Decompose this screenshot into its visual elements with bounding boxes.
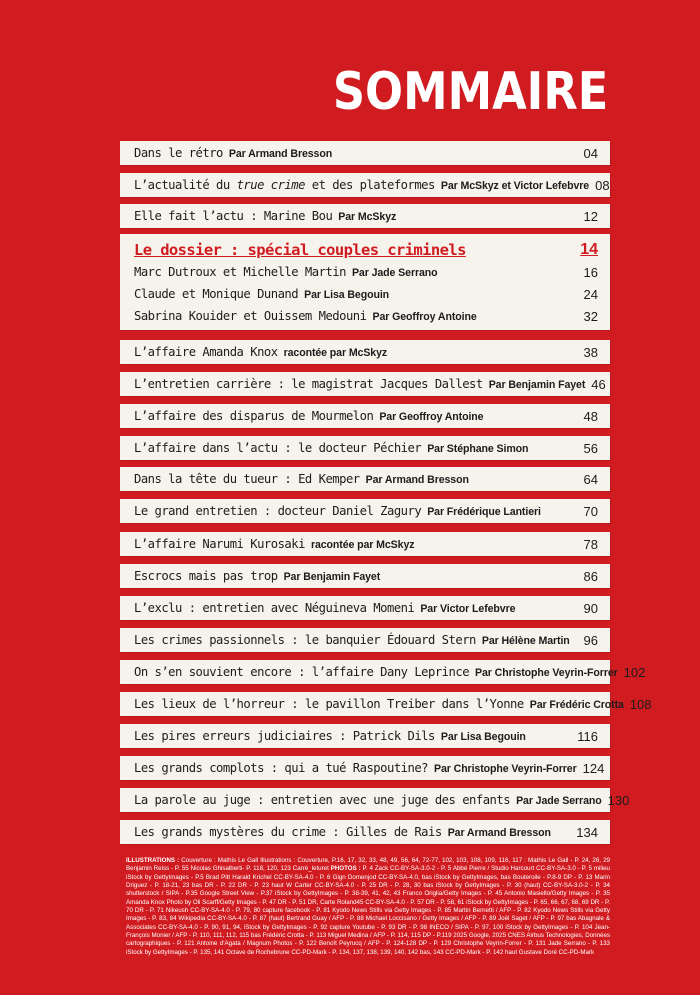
toc-entry[interactable] (134, 725, 598, 747)
entry-page: 08 (595, 177, 610, 193)
entry-page: 04 (583, 145, 598, 161)
dossier-strip (120, 234, 610, 330)
toc-strip (120, 756, 610, 780)
entry-author: Par Geoffroy Antoine (379, 411, 484, 423)
entry-page: 70 (583, 503, 598, 519)
toc-entry[interactable] (134, 821, 598, 843)
toc-entry[interactable] (134, 693, 652, 715)
entry-title: L’exclu : entretien avec Néguineva Momeni Par Victor Lefebvre (134, 601, 516, 615)
toc-strip (120, 141, 610, 165)
toc-strip (120, 564, 610, 588)
entry-page: 32 (583, 308, 598, 324)
entry-author: Par Lisa Begouin (440, 731, 526, 743)
dossier-page: 14 (580, 241, 598, 258)
entry-title: Escrocs mais pas trop Par Benjamin Fayet (134, 569, 381, 583)
toc-strip (120, 596, 610, 620)
entry-author: Par Armand Bresson (447, 827, 551, 839)
entry-author: Par Christophe Veyrin-Forrer (475, 667, 618, 679)
toc-entry[interactable] (134, 468, 598, 490)
entry-title: Elle fait l’actu : Marine Bou Par McSkyz (134, 209, 397, 223)
toc-entry[interactable] (134, 597, 598, 619)
toc-strip (120, 628, 610, 652)
entry-title: Dans le rétro Par Armand Bresson (134, 146, 333, 160)
entry-author: Par Frédéric Crotta (529, 699, 624, 711)
entry-author: Par Hélène Martin (481, 635, 570, 647)
entry-title: L’affaire Narumi Kurosaki racontée par McSkyz (134, 537, 415, 551)
entry-author: Par Benjamin Fayet (283, 571, 381, 583)
dossier-title: Le dossier : spécial couples criminels (134, 241, 466, 259)
entry-page: 12 (583, 208, 598, 224)
toc-entry[interactable] (134, 305, 598, 327)
entry-page: 96 (583, 632, 598, 648)
entry-title: L’actualité du true crime et des plateformes Par McSkyz et Victor Lefebvre (134, 178, 590, 192)
photos-text: P. 4 Zack CC-BY-SA-3.0-2 - P. 5 Abbé Pierre / Studio Harcourt CC-BY-SA-3.0 - P. 5 milieu iStock by GettyImages - P.5 Brad Pitt Harald Krichel CC-BY-SA-4.0 - P. 6 Gign Domenjod CC-BY-SA-4.0, bas iStock by GettyImages, bas Bouteroile - P.8-9 DP - P. 13 Marin Driguez - P. 18-21, 23 bas DR - P. 22 DR - P. 23 haut W Carter CC-BY-SA-4.0 - P. 25 DR - P. 28, 30 bas iStock by GettyImages - P. 30 (haut) CC-BY-SA-3.0-2 - P. 34 shutterstock / SIPA - P.35 Google Street View - P.37 iStock by GettyImages - P. 38-39, 41, 42, 43 Franco Origlia/Getty Images - P. 45 Antonio Masiello/Getty Images - P. 35 Amanda Knox Photo by Oli Scarff/Getty Images - P. 47 DR - P. 51 DR, Carte Roland45 CC-BY-SA-4.0 - P. 57 DR - P. 58, 61 iStock by GettyImages - P. 65, 66, 67, 68, 69 DR - P. 70 DR - P. 71 Nikeush CC-BY-SA-4.0 - P. 79, 80 capture facebook - P. 81 Kyodo News Stills via Getty Images - P. 85 Martin Bernetti / AFP - P. 82 Kyodo News Stills via Getty Images - P. 83, 84 Wikipedia CC-BY-SA-4.0 - P. 87 (haut) Bertrand Guay / AFP - P. 88 Michael Loccisano / Getty Images / AFP - P. 89 Joël Saget / AFP - P. 97 bas Abagnale & Associates CC-BY-SA-4.0 - P. 90, 91, 94, iStock by GettyImages - P. 92 capture Youtube - P. 93 DR - P. 98 INECO / SIPA - P. 97, 100 iStock by GettyImages - P. 104 Jean-François Monier / AFP - P. 110, 111, 112, 115 bas Frédéric Crotta - P. 113 Miguel Medina / AFP - P. 114, 115 DP - P.119 2025 Google, 2025 CNES Airbus Technologies, Données cartographiques - P. 121 Antoine d’Agata / Magnum Photos - P. 122 Benoît Peyrucq / AFP - P. 124-128 DP - P. 129 Christophe Veyrin-Forrer - P. 131 Jade Serrano - P. 133 iStock by GettyImages - P. 135, 141 Octave de Rochebrune CC-PD-Mark - P. 134, 137, 138, 139, 140, 142 bas, 143 CC-PD-Mark - P. 142 haut Gustave Doré CC-PD-Mark (126, 865, 610, 956)
entry-author: Par Frédérique Lantieri (427, 506, 541, 518)
entry-title: L’affaire des disparus de Mourmelon Par Geoffroy Antoine (134, 409, 484, 423)
toc-entry[interactable] (134, 500, 598, 522)
dossier-heading[interactable] (134, 238, 598, 262)
entry-title: Le grand entretien : docteur Daniel Zagury Par Frédérique Lantieri (134, 504, 541, 518)
toc-strip (120, 692, 652, 716)
entry-page: 102 (623, 664, 646, 680)
toc-entry[interactable] (134, 437, 598, 459)
toc-entry[interactable] (134, 629, 598, 651)
entry-author: racontée par McSkyz (310, 539, 415, 551)
toc-strip (120, 372, 610, 396)
toc-strip (120, 724, 610, 748)
toc-entry[interactable] (134, 373, 606, 395)
entry-title: L’affaire Amanda Knox racontée par McSkyz (134, 345, 388, 359)
toc-entry[interactable] (134, 405, 598, 427)
toc-strip (120, 204, 610, 228)
entry-title: Marc Dutroux et Michelle Martin Par Jade Serrano (134, 265, 438, 279)
entry-author: Par Armand Bresson (228, 148, 333, 160)
toc-entry[interactable] (134, 757, 605, 779)
toc-strip (120, 532, 610, 556)
page-title: SOMMAIRE (332, 62, 608, 122)
entry-author: Par Christophe Veyrin-Forrer (434, 763, 577, 775)
entry-author: Par Lisa Begouin (304, 289, 390, 301)
entry-title: Les lieux de l’horreur : le pavillon Treiber dans l’Yonne Par Frédéric Crotta (134, 697, 624, 711)
entry-author: Par Jade Serrano (351, 267, 438, 279)
entry-title: Claude et Monique Dunand Par Lisa Begouin (134, 287, 390, 301)
photos-label: PHOTOS : (330, 865, 361, 873)
toc-entry[interactable] (134, 174, 610, 196)
illustrations-label: ILLUSTRATIONS : (126, 857, 180, 864)
entry-page: 116 (577, 728, 598, 744)
entry-title: Les pires erreurs judiciaires : Patrick Dils Par Lisa Begouin (134, 729, 526, 743)
entry-author: Par Victor Lefebvre (420, 603, 516, 615)
entry-author: Par McSkyz (338, 211, 397, 223)
entry-title: On s’en souvient encore : l’affaire Dany Leprince Par Christophe Veyrin-Forrer (134, 665, 618, 679)
toc-entry[interactable] (134, 565, 598, 587)
entry-title: Dans la tête du tueur : Ed Kemper Par Armand Bresson (134, 472, 469, 486)
entry-author: Par Stéphane Simon (427, 443, 529, 455)
toc-entry[interactable] (134, 341, 598, 363)
entry-page: 64 (583, 471, 598, 487)
entry-title: L’affaire dans l’actu : le docteur Péchier Par Stéphane Simon (134, 441, 529, 455)
toc-strip (120, 660, 646, 684)
entry-page: 130 (607, 792, 630, 808)
toc-strip (120, 788, 630, 812)
entry-title: La parole au juge : entretien avec une juge des enfants Par Jade Serrano (134, 793, 602, 807)
toc-strip (120, 173, 610, 197)
toc-strip (120, 340, 610, 364)
entry-page: 16 (583, 264, 598, 280)
entry-author: racontée par McSkyz (283, 347, 388, 359)
toc-strip (120, 820, 610, 844)
toc-entry[interactable] (134, 142, 598, 164)
entry-page: 90 (583, 600, 598, 616)
entry-author: Par Jade Serrano (516, 795, 602, 807)
photo-credits (126, 857, 610, 957)
entry-page: 86 (583, 568, 598, 584)
entry-title: Les grands mystères du crime : Gilles de Rais Par Armand Bresson (134, 825, 551, 839)
toc-entry[interactable] (134, 205, 598, 227)
entry-author: Par McSkyz et Victor Lefebvre (440, 180, 590, 192)
entry-page: 38 (583, 344, 598, 360)
toc-strip (120, 499, 610, 523)
toc-entry[interactable] (134, 533, 598, 555)
entry-title: L’entretien carrière : le magistrat Jacques Dallest Par Benjamin Fayet (134, 377, 586, 391)
toc-entry[interactable] (134, 789, 630, 811)
toc-strip (120, 467, 610, 491)
entry-author: Par Benjamin Fayet (488, 379, 586, 391)
entry-title: Les crimes passionnels : le banquier Édouard Stern Par Hélène Martin (134, 633, 570, 647)
toc-strip (120, 436, 610, 460)
illustrations-text: Couverture : Mathis Le Gall Illustrations : Couverture, P.16, 17, 32, 33, 48, 49, 56, 64, 72-77, 102, 103, 108, 109, 116, 117 : Mathis Le Gall - P. 24, 26, 29 Benjamin Reiss - P. 55 Nicolas Ghisalberti- P. 118, 120, 123 Carré_leturet (126, 857, 610, 873)
entry-page: 108 (629, 696, 652, 712)
toc-entry[interactable] (134, 283, 598, 305)
toc-strip (120, 404, 610, 428)
entry-page: 56 (583, 440, 598, 456)
toc-entry[interactable] (134, 261, 598, 283)
entry-title: Sabrina Kouider et Ouissem Medouni Par Geoffroy Antoine (134, 309, 477, 323)
toc-entry[interactable] (134, 661, 646, 683)
entry-page: 78 (583, 536, 598, 552)
entry-page: 48 (583, 408, 598, 424)
entry-title: Les grands complots : qui a tué Raspoutine? Par Christophe Veyrin-Forrer (134, 761, 577, 775)
entry-page: 46 (591, 376, 606, 392)
entry-author: Par Armand Bresson (365, 474, 469, 486)
entry-page: 124 (582, 760, 605, 776)
entry-author: Par Geoffroy Antoine (372, 311, 477, 323)
entry-page: 134 (576, 824, 598, 840)
entry-page: 24 (583, 286, 598, 302)
